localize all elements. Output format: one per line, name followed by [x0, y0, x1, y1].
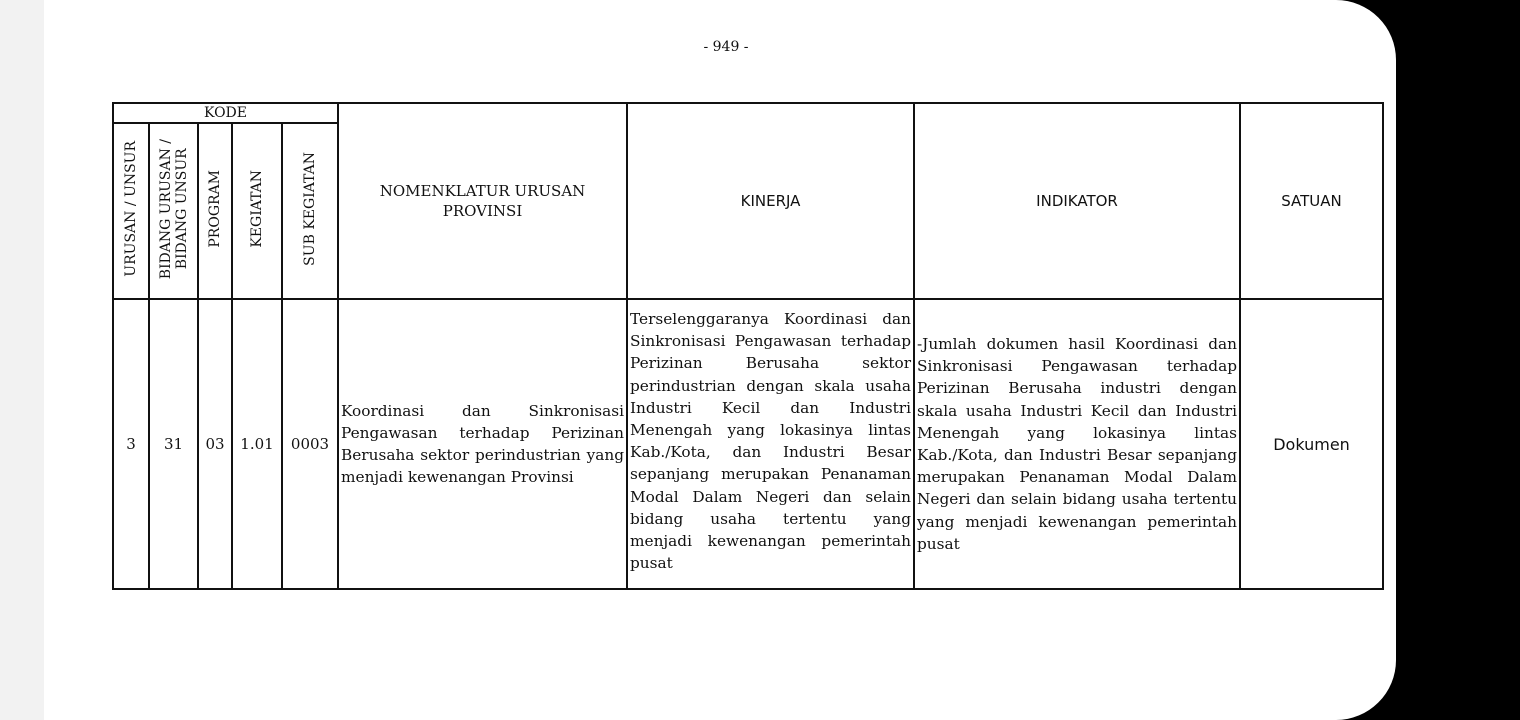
- page-number: - 949 -: [703, 39, 749, 55]
- urusan-value: 3: [113, 299, 149, 589]
- sub-kegiatan-value: 0003: [282, 299, 338, 589]
- kegiatan-header-cell: [232, 123, 282, 299]
- indikator-cell: [914, 299, 1240, 589]
- indikator-header: INDIKATOR: [914, 103, 1240, 299]
- kode-header: KODE: [113, 103, 338, 123]
- urusan-header-cell: [113, 123, 149, 299]
- kinerja-value: Terselenggaranya Koordinasi dan Sinkronisasi Pengawasan terhadap Perizinan Berusaha sektor perindustrian dengan skala usaha Industri Kecil dan Industri Menengah yang lokasinya lintas Kab./Kota, dan Industri Besar sepanjang merupakan Penanaman Modal Dalam Negeri dan selain bidang usaha tertentu yang menjadi kewenangan pemerintah pusat: [630, 310, 912, 573]
- program-header-cell: [198, 123, 232, 299]
- bidang-header-line2: BIDANG UNSUR: [173, 148, 190, 270]
- viewer-left-margin: [0, 0, 44, 720]
- sub-kegiatan-header-cell: [282, 123, 338, 299]
- nomenclature-table: [112, 102, 1384, 590]
- bidang-header: [158, 139, 190, 279]
- table-row: [113, 299, 1383, 589]
- nomenklatur-value: Koordinasi dan Sinkronisasi Pengawasan terhadap Perizinan Berusaha sektor perindustrian yang menjadi kewenangan Provinsi: [341, 401, 625, 487]
- kegiatan-value: 1.01: [232, 299, 282, 589]
- sub-kegiatan-header: SUB KEGIATAN: [302, 152, 318, 266]
- nomenklatur-cell: [338, 299, 627, 589]
- bidang-header-cell: [149, 123, 198, 299]
- kinerja-header: KINERJA: [627, 103, 914, 299]
- program-header: PROGRAM: [207, 170, 223, 248]
- satuan-value: Dokumen: [1240, 299, 1383, 589]
- bidang-value: 31: [149, 299, 198, 589]
- urusan-header: URUSAN / UNSUR: [123, 141, 139, 277]
- indikator-value: -Jumlah dokumen hasil Koordinasi dan Sinkronisasi Pengawasan terhadap Perizinan Berusaha industri dengan skala usaha Industri Kecil dan Industri Menengah yang lokasinya lintas Kab./Kota, dan Industri Besar sepanjang merupakan Penanaman Modal Dalam Negeri dan selain bidang usaha tertentu yang menjadi kewenangan pemerintah pusat: [917, 334, 1238, 553]
- program-value: 03: [198, 299, 232, 589]
- bidang-header-line1: BIDANG URUSAN /: [157, 138, 174, 280]
- nomenklatur-header: NOMENKLATUR URUSAN PROVINSI: [338, 103, 627, 299]
- kinerja-cell: [627, 299, 914, 589]
- satuan-header: SATUAN: [1240, 103, 1383, 299]
- kegiatan-header: KEGIATAN: [249, 170, 265, 248]
